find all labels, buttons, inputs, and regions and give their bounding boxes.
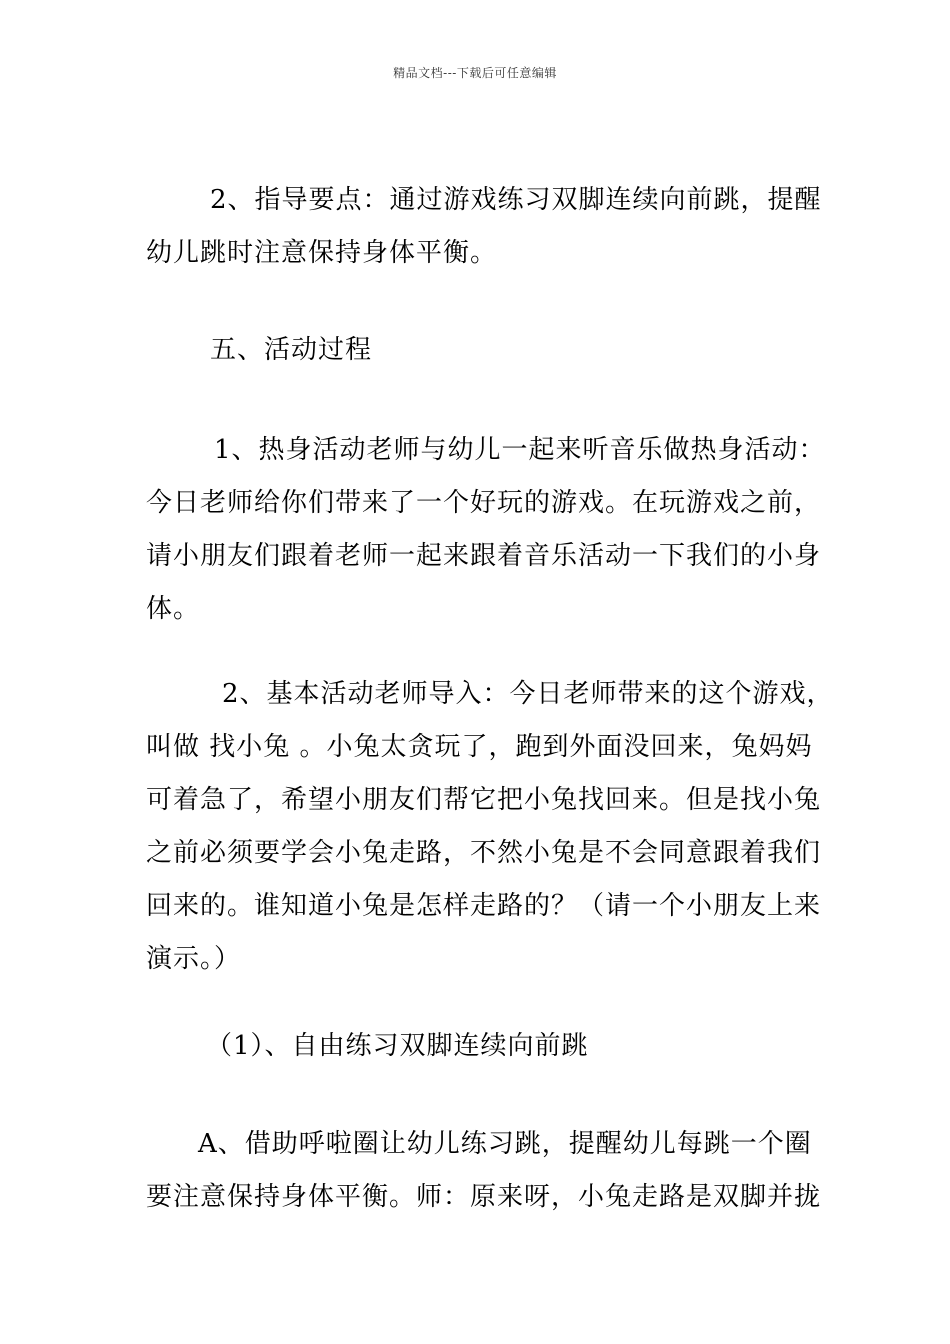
text-line: 体。 [146, 594, 201, 624]
paragraph-basic-activity [146, 668, 834, 986]
section-heading-activity-process [146, 324, 810, 377]
page-header: 精品文档---下载后可任意编辑 [393, 66, 557, 80]
text-line: 叫做 找小兔 。小兔太贪玩了，跑到外面没回来，兔妈妈 [146, 732, 813, 762]
paragraph-guidance-points [146, 174, 822, 280]
text-line: 2、基本活动老师导入：今日老师带来的这个游戏， [222, 679, 834, 709]
text-line: 2、指导要点：通过游戏练习双脚连续向前跳，提醒 [210, 185, 822, 215]
text-line: 五、活动过程 [210, 335, 373, 365]
paragraph-hula-hoop [146, 1118, 822, 1224]
sub-heading-free-practice [146, 1020, 810, 1073]
text-line: （1）、自由练习双脚连续向前跳 [206, 1031, 589, 1061]
text-line: 回来的。谁知道小兔是怎样走路的？（请一个小朋友上来 [146, 891, 822, 921]
text-line: 幼儿跳时注意保持身体平衡。 [146, 238, 498, 268]
text-line: 可着急了，希望小朋友们帮它把小兔找回来。但是找小兔 [146, 785, 822, 815]
text-line: 请小朋友们跟着老师一起来跟着音乐活动一下我们的小身 [146, 541, 822, 571]
text-line: 1、热身活动老师与幼儿一起来听音乐做热身活动： [214, 435, 826, 465]
text-line: 今日老师给你们带来了一个好玩的游戏。在玩游戏之前， [146, 488, 822, 518]
text-line: 演示。） [146, 944, 242, 974]
text-line: 之前必须要学会小兔走路，不然小兔是不会同意跟着我们 [146, 838, 822, 868]
text-line: 要注意保持身体平衡。师：原来呀，小兔走路是双脚并拢 [146, 1182, 822, 1212]
text-line: A、借助呼啦圈让幼儿练习跳，提醒幼儿每跳一个圈 [198, 1129, 812, 1159]
paragraph-warmup [146, 424, 826, 636]
